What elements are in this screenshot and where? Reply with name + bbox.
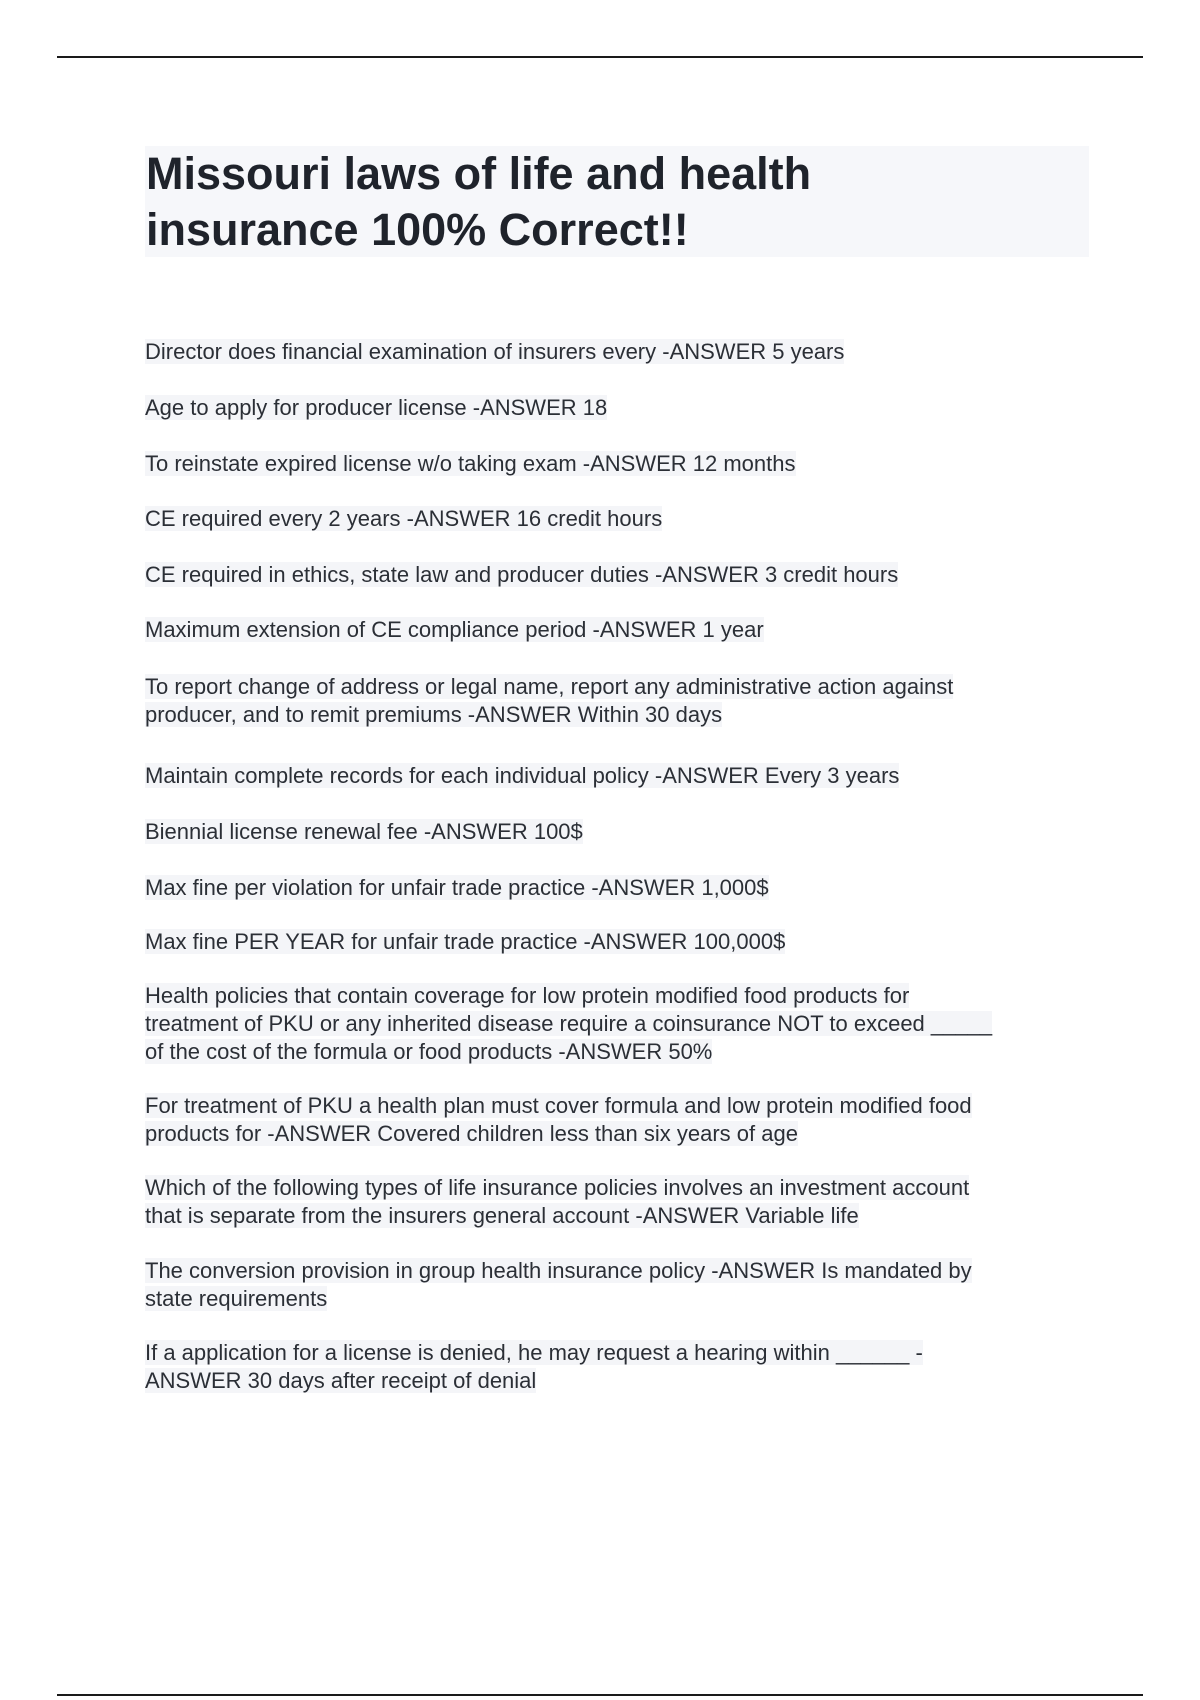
qa-line-text: state requirements — [145, 1286, 328, 1311]
qa-line-text: To reinstate expired license w/o taking exam -ANSWER 12 months — [145, 451, 796, 476]
qa-line-text: Max fine per violation for unfair trade practice -ANSWER 1,000$ — [145, 875, 769, 900]
qa-item — [145, 561, 1085, 589]
qa-line-text: Age to apply for producer license -ANSWER 18 — [145, 395, 608, 420]
qa-item — [145, 1092, 1085, 1148]
qa-line-text: To report change of address or legal name, report any administrative action against — [145, 674, 954, 699]
qa-line-text: ANSWER 30 days after receipt of denial — [145, 1368, 537, 1393]
bottom-rule — [57, 1694, 1143, 1696]
qa-item — [145, 982, 1085, 1066]
qa-item — [145, 338, 1085, 366]
qa-line-text: CE required every 2 years -ANSWER 16 credit hours — [145, 506, 663, 531]
qa-item — [145, 505, 1085, 533]
qa-item — [145, 762, 1085, 790]
title-block — [145, 146, 1089, 257]
qa-item — [145, 1257, 1085, 1313]
qa-line-text: Maintain complete records for each individual policy -ANSWER Every 3 years — [145, 763, 900, 788]
page-title — [146, 146, 1089, 258]
qa-line-text: The conversion provision in group health insurance policy -ANSWER Is mandated by — [145, 1258, 972, 1283]
qa-line-text: For treatment of PKU a health plan must cover formula and low protein modified food — [145, 1093, 972, 1118]
qa-line-text: Max fine PER YEAR for unfair trade practice -ANSWER 100,000$ — [145, 929, 786, 954]
qa-line-text: Biennial license renewal fee -ANSWER 100$ — [145, 819, 583, 844]
qa-item — [145, 1174, 1085, 1230]
qa-line-text: CE required in ethics, state law and producer duties -ANSWER 3 credit hours — [145, 562, 899, 587]
qa-item — [145, 1339, 1085, 1395]
qa-item — [145, 616, 1085, 644]
qa-item — [145, 874, 1085, 902]
title-line-1: Missouri laws of life and health — [146, 148, 812, 199]
qa-item — [145, 673, 1085, 729]
qa-line-text: If a application for a license is denied, he may request a hearing within ______ - — [145, 1340, 923, 1365]
qa-line-text: Maximum extension of CE compliance period -ANSWER 1 year — [145, 617, 764, 642]
qa-line-text: of the cost of the formula or food products -ANSWER 50% — [145, 1039, 713, 1064]
qa-line-text: Health policies that contain coverage for low protein modified food products for — [145, 983, 910, 1008]
top-rule — [57, 56, 1143, 58]
qa-item — [145, 928, 1085, 956]
title-line-2: insurance 100% Correct!! — [146, 204, 689, 255]
qa-line-text: Director does financial examination of insurers every -ANSWER 5 years — [145, 339, 845, 364]
qa-line-text: that is separate from the insurers general account -ANSWER Variable life — [145, 1203, 859, 1228]
qa-line-text: products for -ANSWER Covered children less than six years of age — [145, 1121, 798, 1146]
qa-line-text: treatment of PKU or any inherited disease require a coinsurance NOT to exceed _____ — [145, 1011, 993, 1036]
qa-item — [145, 818, 1085, 846]
qa-item — [145, 394, 1085, 422]
qa-item — [145, 450, 1085, 478]
qa-line-text: producer, and to remit premiums -ANSWER Within 30 days — [145, 702, 723, 727]
qa-line-text: Which of the following types of life insurance policies involves an investment account — [145, 1175, 970, 1200]
